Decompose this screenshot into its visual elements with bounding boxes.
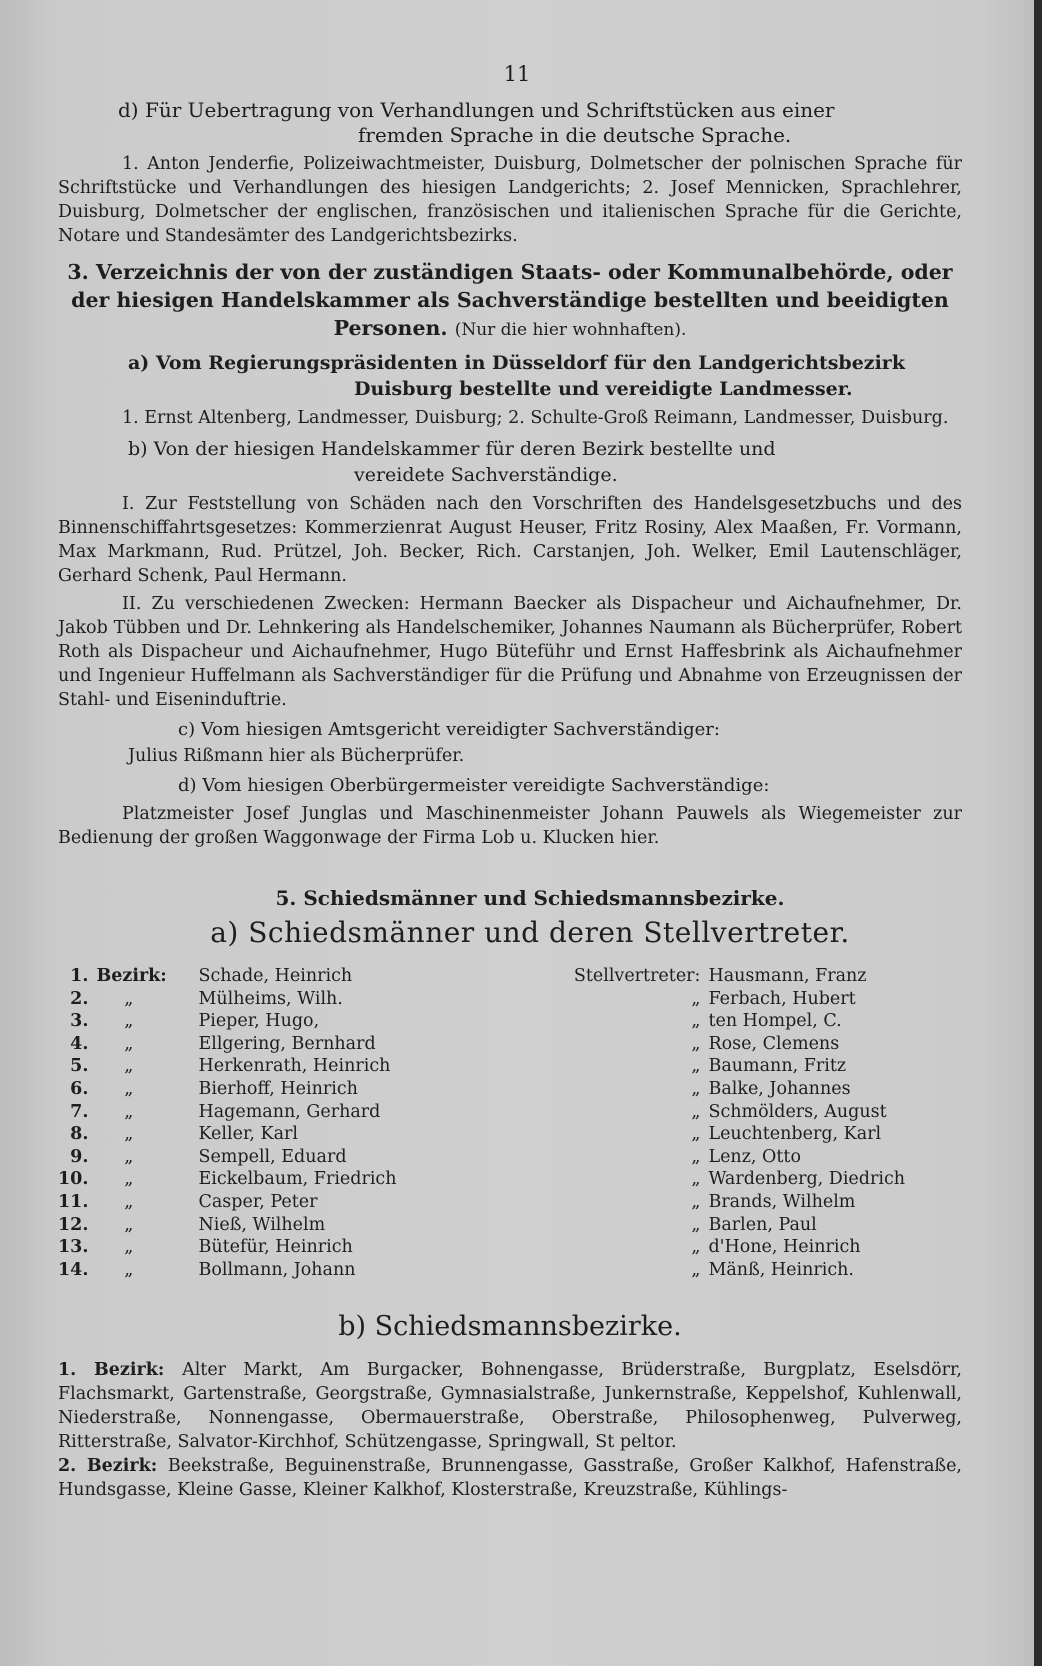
schiedsmann-name: Herkenrath, Heinrich <box>198 1056 391 1077</box>
schiedsmann-name: Bütefür, Heinrich <box>198 1237 353 1258</box>
bezirk-entry-text: Alter Markt, Am Burgacker, Bohnengasse, Brüderstraße, Burgplatz, Eselsdörr, Flachsmarkt, Gartenstraße, Georgstraße, Gymnasialstraße, Junkernstraße, Keppelshof, Kuhlenwall, Niederstraße, Nonnengasse, Obermauerstraße, Oberstraße, Philosophenweg, Pulverweg, Ritterstraße, Salvator-Kirchhof, Schützengasse, Springwall, St peltor. <box>58 1360 962 1453</box>
schiedsmann-name: Hagemann, Gerhard <box>198 1101 381 1122</box>
section-3b-body-2: II. Zu verschiedenen Zwecken: Hermann Baecker als Dispacheur und Aichaufnehmer, Dr. Jakob Tübben und Dr. Lehnkering als Handelschemiker, Johannes Naumann als Bücherprüfer, Robert Roth als Dispacheur und Aichaufnehmer, Hugo Büteführ und Ernst Haffesbrink als Aichaufnehmer und Ingenieur Huffelmann als Sachverständiger für die Prüfung und Abnahme von Erzeugnissen der Stahl- und Eiseninduftrie. <box>58 594 962 710</box>
stellvertreter-label: „ <box>691 1146 701 1167</box>
stellvertreter-label: „ <box>691 1259 701 1280</box>
schiedsmann-name: Nieß, Wilhelm <box>198 1214 326 1235</box>
schiedsmann-name: Schade, Heinrich <box>198 966 353 986</box>
row-number: 4. <box>70 1033 89 1054</box>
stellvertreter-label: „ <box>691 1033 701 1054</box>
section-3-note: (Nur die hier wohnhaften). <box>454 320 687 340</box>
bezirk-label: „ <box>96 1214 134 1235</box>
bezirk-label: „ <box>96 1011 134 1032</box>
section-3d-body: Platzmeister Josef Junglas und Maschinenmeister Johann Pauwels als Wiegemeister zur Bedienung der großen Waggonwage der Firma Lob u. Klucken hier. <box>58 804 962 848</box>
stellvertreter-label: „ <box>691 1124 701 1145</box>
row-number: 6. <box>70 1078 89 1099</box>
stellvertreter-label: „ <box>691 1191 701 1212</box>
section-3-heading-text: 3. Verzeichnis der von der zuständigen Staats- oder Kommunalbehörde, oder der hiesigen Handelskammer als Sachverständige bestellten und beeidigten Personen. <box>67 260 953 340</box>
stellvertreter-name: Brands, Wilhelm <box>708 1191 856 1212</box>
section-3a-heading <box>128 350 962 402</box>
row-number: 10. <box>58 1169 89 1190</box>
schiedsmann-row <box>58 1101 948 1124</box>
section-5-heading: 5. Schiedsmänner und Schiedsmannsbezirke. <box>275 886 785 910</box>
schiedsmann-row <box>58 1010 948 1033</box>
section-3a-line-1: a) Vom Regierungspräsidenten in Düsseldorf für den Landgerichtsbezirk <box>128 352 905 374</box>
schiedsmann-name: Pieper, Hugo, <box>198 1011 320 1032</box>
schiedsmaenner-table <box>58 965 948 1281</box>
page-edge-shadow <box>1034 0 1042 1666</box>
section-3c-body: Julius Rißmann hier als Bücherprüfer. <box>128 746 465 766</box>
stellvertreter-name: Mänß, Heinrich. <box>708 1259 854 1280</box>
schiedsmann-row <box>58 1236 948 1259</box>
row-number: 12. <box>58 1214 89 1235</box>
stellvertreter-name: Barlen, Paul <box>708 1214 817 1235</box>
schiedsmann-name: Mülheims, Wilh. <box>198 988 343 1009</box>
schiedsmann-row <box>58 1055 948 1078</box>
bezirk-entry-label: 2. Bezirk: <box>58 1456 168 1477</box>
section-3b-heading <box>128 436 962 488</box>
row-number: 11. <box>58 1191 89 1212</box>
schiedsmann-row <box>58 988 948 1011</box>
schiedsmann-row <box>58 1123 948 1146</box>
stellvertreter-label: „ <box>691 1101 701 1122</box>
bezirk-label: „ <box>96 1259 134 1280</box>
page-number: 11 <box>503 62 531 86</box>
stellvertreter-name: Ferbach, Hubert <box>708 988 856 1009</box>
schiedsmann-name: Eickelbaum, Friedrich <box>198 1169 397 1190</box>
schiedsmann-row <box>58 1078 948 1101</box>
row-number: 7. <box>70 1101 89 1122</box>
stellvertreter-label: „ <box>691 1011 701 1032</box>
schiedsmann-name: Casper, Peter <box>198 1191 318 1212</box>
schiedsmann-row <box>58 1033 948 1056</box>
section-d-heading-1: d) Für Uebertragung von Verhandlungen und Schriftstücken aus einer <box>118 98 835 122</box>
stellvertreter-label: „ <box>691 1214 701 1235</box>
bezirk-label: „ <box>96 1078 134 1099</box>
section-3a-body: 1. Ernst Altenberg, Landmesser, Duisburg; 2. Schulte-Groß Reimann, Landmesser, Duisburg. <box>122 408 949 428</box>
schiedsmann-name: Ellgering, Bernhard <box>198 1033 376 1054</box>
section-3d-heading: d) Vom hiesigen Oberbürgermeister vereidigte Sachverständige: <box>178 775 770 796</box>
schiedsmann-name: Keller, Karl <box>198 1124 299 1145</box>
section-3c-heading: c) Vom hiesigen Amtsgericht vereidigter Sachverständiger: <box>178 719 720 740</box>
schiedsmann-name: Bollmann, Johann <box>198 1259 356 1280</box>
section-3a-line-2: Duisburg bestellte und vereidigte Landmesser. <box>354 378 853 400</box>
row-number: 14. <box>58 1259 89 1280</box>
bezirke-list <box>58 1358 962 1502</box>
schiedsmann-row <box>58 1168 948 1191</box>
bezirk-entry-label: 1. Bezirk: <box>58 1360 183 1381</box>
section-3b-body-1: I. Zur Feststellung von Schäden nach den Vorschriften des Handelsgesetzbuchs und des Binnenschiffahrtsgesetzes: Kommerzienrat August Heuser, Fritz Rosiny, Alex Maaßen, Fr. Vormann, Max Markmann, Rud. Prützel, Joh. Becker, Rich. Carstanjen, Joh. Welker, Emil Lautenschläger, Gerhard Schenk, Paul Hermann. <box>58 494 962 586</box>
stellvertreter-label: „ <box>691 1169 701 1190</box>
row-number: 5. <box>70 1056 89 1077</box>
stellvertreter-name: Rose, Clemens <box>708 1033 840 1054</box>
section-3-heading <box>58 258 962 344</box>
row-number: 1. <box>70 966 89 986</box>
bezirk-label: „ <box>96 1101 134 1122</box>
bezirk-label: „ <box>96 1056 134 1077</box>
section-3b-line-2: vereidete Sachverständige. <box>354 464 618 486</box>
schiedsmann-row <box>58 1146 948 1169</box>
bezirk-label: „ <box>96 1146 134 1167</box>
stellvertreter-label: „ <box>691 1237 701 1258</box>
stellvertreter-label: „ <box>691 1078 701 1099</box>
row-number: 8. <box>70 1124 89 1145</box>
bezirk-entry-text: Beekstraße, Beguinenstraße, Brunnengasse, Gasstraße, Großer Kalkhof, Hafenstraße, Hundsgasse, Kleine Gasse, Kleiner Kalkhof, Klosterstraße, Kreuzstraße, Kühlings- <box>58 1456 962 1501</box>
bezirk-label: „ <box>96 1124 134 1145</box>
stellvertreter-name: Balke, Johannes <box>708 1078 851 1099</box>
stellvertreter-name: Schmölders, August <box>708 1101 887 1122</box>
schiedsmann-row <box>58 1214 948 1237</box>
section-5a-heading: a) Schiedsmänner und deren Stellvertreter. <box>210 916 850 949</box>
schiedsmann-row <box>58 965 948 988</box>
bezirk-entry <box>58 1454 962 1502</box>
stellvertreter-label: Stellvertreter: <box>573 966 701 986</box>
stellvertreter-label: „ <box>691 988 701 1009</box>
section-5b-heading: b) Schiedsmannsbezirke. <box>338 1311 682 1343</box>
stellvertreter-name: Baumann, Fritz <box>708 1056 847 1077</box>
stellvertreter-name: Wardenberg, Diedrich <box>708 1169 906 1190</box>
schiedsmann-row <box>58 1259 948 1282</box>
row-number: 3. <box>70 1011 89 1032</box>
row-number: 9. <box>70 1146 89 1167</box>
section-d-body: 1. Anton Jenderfie, Polizeiwachtmeister, Duisburg, Dolmetscher der polnischen Sprache für Schriftstücke und Verhandlungen des hiesigen Landgerichts; 2. Josef Mennicken, Sprachlehrer, Duisburg, Dolmetscher der englischen, französischen und italienischen Sprache für die Gerichte, Notare und Standesämter des Landgerichtsbezirks. <box>58 154 962 246</box>
stellvertreter-name: Hausmann, Franz <box>708 966 867 986</box>
section-3b-line-1: b) Von der hiesigen Handelskammer für deren Bezirk bestellte und <box>128 438 776 460</box>
content <box>58 62 962 1502</box>
bezirk-label: „ <box>96 988 134 1009</box>
stellvertreter-name: d'Hone, Heinrich <box>708 1237 861 1258</box>
schiedsmann-name: Bierhoff, Heinrich <box>198 1078 358 1099</box>
row-number: 2. <box>70 988 89 1009</box>
schiedsmann-name: Sempell, Eduard <box>198 1146 347 1167</box>
row-number: 13. <box>58 1237 89 1258</box>
schiedsmann-row <box>58 1191 948 1214</box>
bezirk-label: „ <box>96 1191 134 1212</box>
bezirk-label: „ <box>96 1237 134 1258</box>
stellvertreter-name: Leuchtenberg, Karl <box>708 1124 882 1145</box>
bezirk-label: Bezirk: <box>96 966 167 986</box>
bezirk-label: „ <box>96 1033 134 1054</box>
section-d-heading-2: fremden Sprache in die deutsche Sprache. <box>358 123 792 147</box>
bezirk-label: „ <box>96 1169 134 1190</box>
stellvertreter-name: Lenz, Otto <box>708 1146 801 1167</box>
bezirk-entry <box>58 1358 962 1454</box>
stellvertreter-name: ten Hompel, C. <box>708 1011 842 1032</box>
stellvertreter-label: „ <box>691 1056 701 1077</box>
